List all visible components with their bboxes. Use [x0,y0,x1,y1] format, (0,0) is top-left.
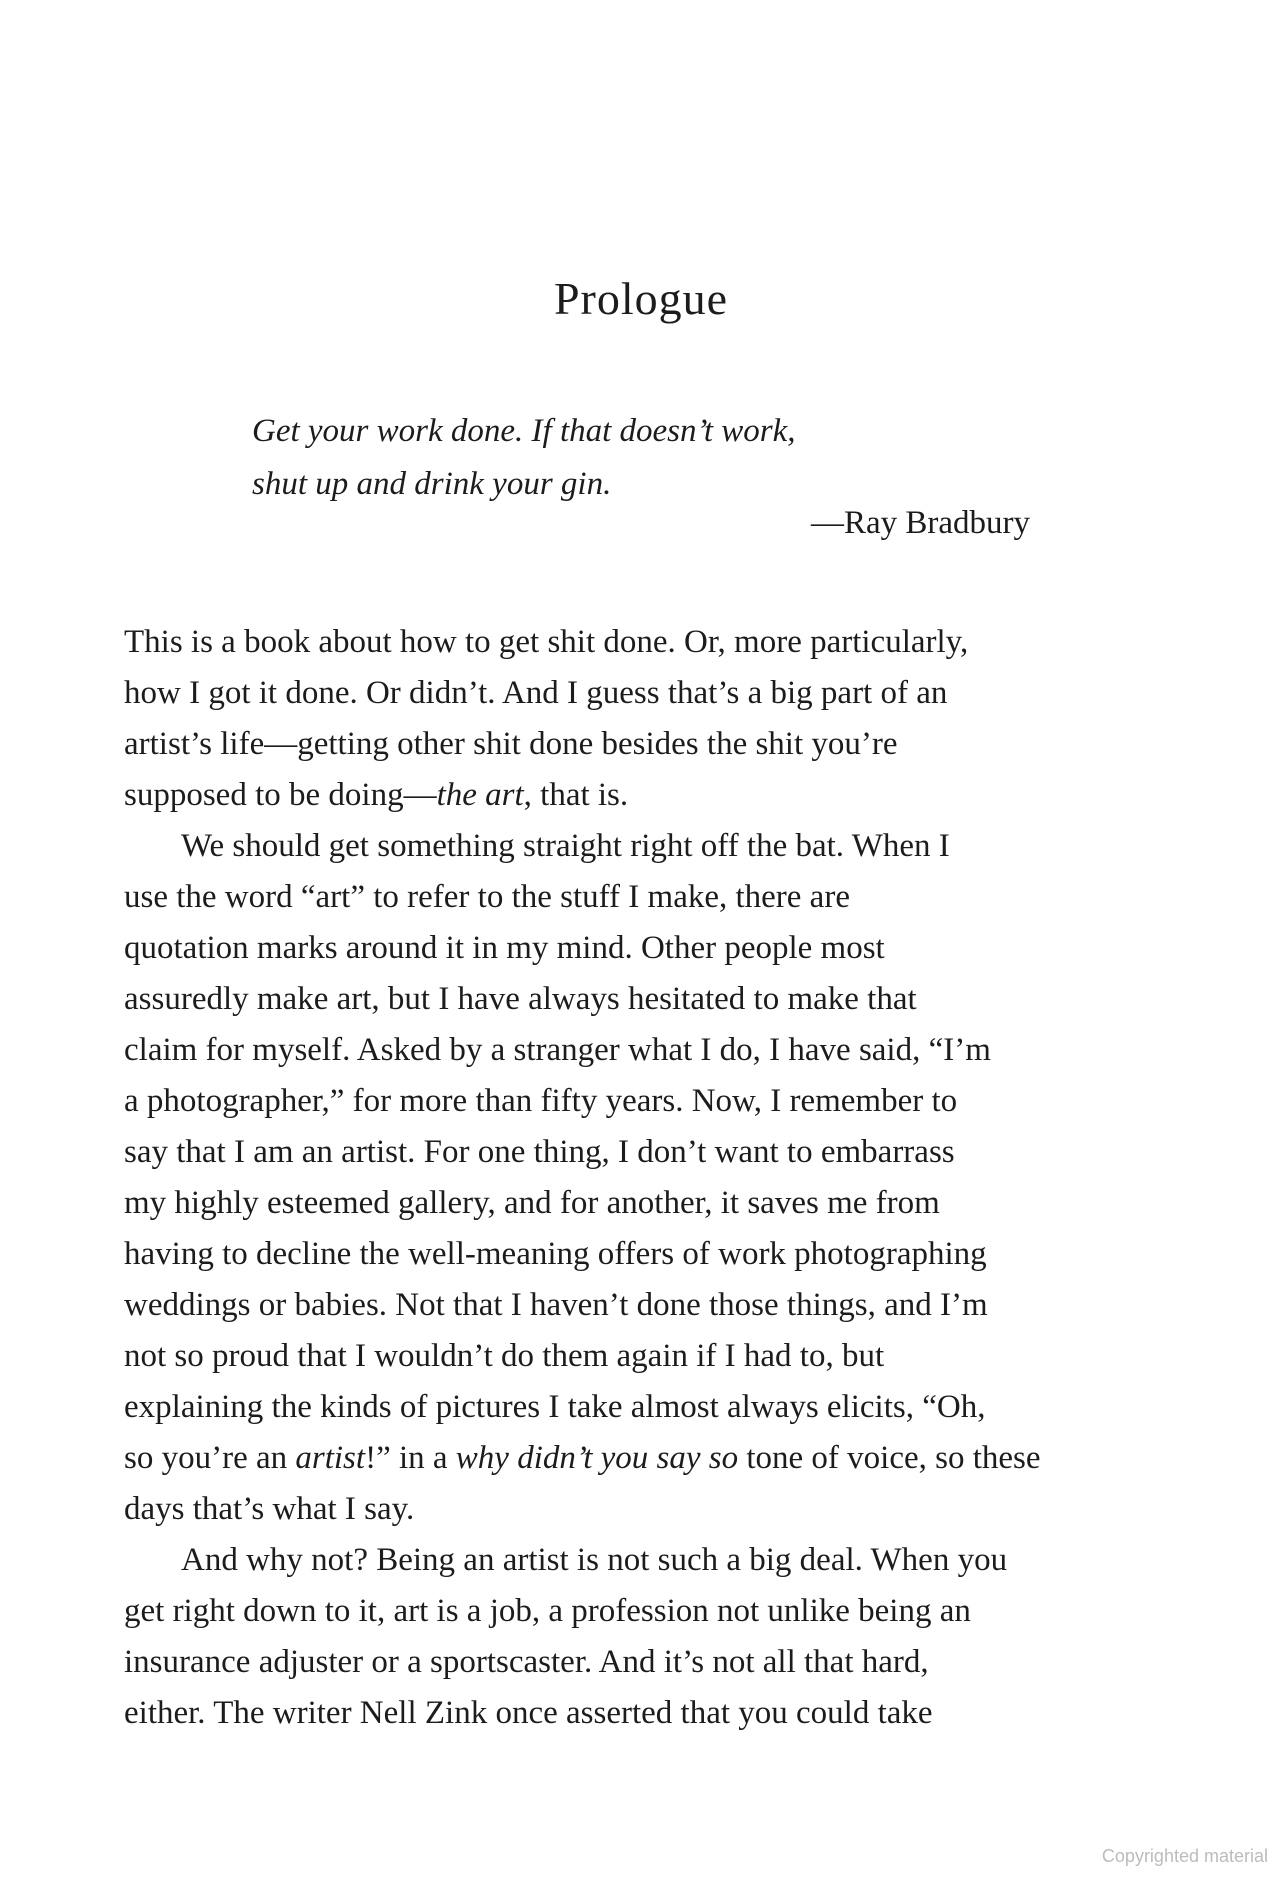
copyright-watermark: Copyrighted material [1101,1846,1268,1866]
text-line: insurance adjuster or a sportscaster. And it’s not all that hard, [124,1644,929,1680]
text-line: weddings or babies. Not that I haven’t done those things, and I’m [124,1287,988,1323]
text-line: days that’s what I say. [124,1491,415,1527]
text-line: This is a book about how to get shit done. Or, more particularly, [124,624,969,660]
body-text [124,617,1158,1739]
text-line: And why not? Being an artist is not such a big deal. When you [181,1542,1008,1578]
paragraph [124,821,1158,1535]
text-line: get right down to it, art is a job, a profession not unlike being an [124,1593,971,1629]
text-line: claim for myself. Asked by a stranger what I do, I have said, “I’m [124,1032,991,1068]
text-line: either. The writer Nell Zink once asserted that you could take [124,1695,933,1731]
text-line: a photographer,” for more than fifty years. Now, I remember to [124,1083,958,1119]
epigraph [252,405,796,511]
text-line: use the word “art” to refer to the stuff I make, there are [124,879,850,915]
chapter-title: Prologue [553,273,729,324]
text-line: supposed to be doing—the art, that is. [124,777,629,813]
text-line: We should get something straight right off the bat. When I [181,828,950,864]
epigraph-line: shut up and drink your gin. [252,466,612,502]
text-line: artist’s life—getting other shit done besides the shit you’re [124,726,898,762]
paragraph [124,1535,1158,1739]
text-line: say that I am an artist. For one thing, I don’t want to embarrass [124,1134,955,1170]
text-line: my highly esteemed gallery, and for another, it saves me from [124,1185,940,1221]
epigraph-attribution: —Ray Bradbury [810,505,1030,541]
text-line: not so proud that I wouldn’t do them again if I had to, but [124,1338,885,1374]
text-line: explaining the kinds of pictures I take almost always elicits, “Oh, [124,1389,986,1425]
text-line: having to decline the well-meaning offers of work photographing [124,1236,987,1272]
epigraph-line: Get your work done. If that doesn’t work, [252,413,796,449]
text-line: quotation marks around it in my mind. Other people most [124,930,885,966]
paragraph [124,617,1158,821]
text-line: assuredly make art, but I have always hesitated to make that [124,981,917,1017]
text-line: how I got it done. Or didn’t. And I guess that’s a big part of an [124,675,948,711]
text-line: so you’re an artist!” in a why didn’t you say so tone of voice, so these [124,1440,1041,1476]
